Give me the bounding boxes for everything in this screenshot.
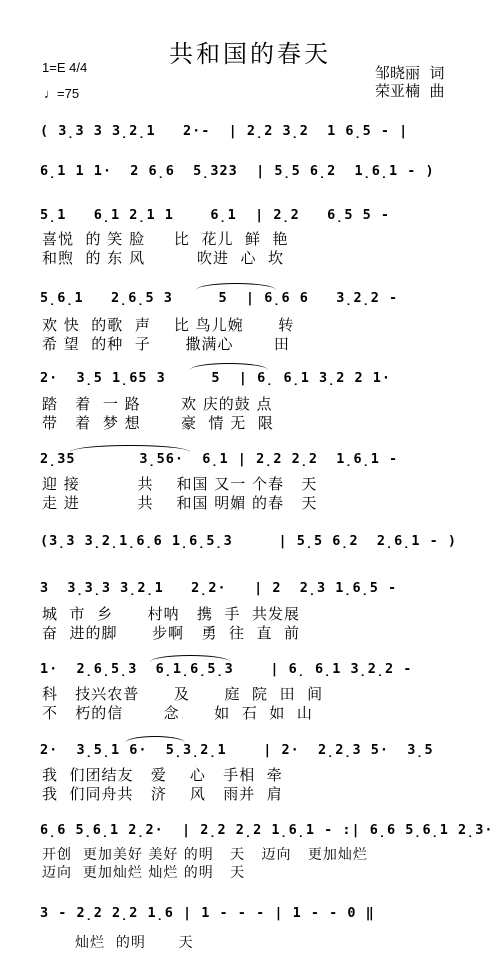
notation-line: 1· 2̣6̣5̣3 6̣1̣6̣5̣3 | 6̣ 6̣1 3̣2̣2 -	[40, 661, 413, 677]
notation-line: (3̣3 3̣2̣1̣6̣6 1̣6̣5̣3 | 5̣5 6̣2 2̣6̣1 - )	[40, 533, 458, 549]
notation-line: 3 - 2̣2 2̣2 1̣6 | 1 - - - | 1 - - 0 ‖	[40, 905, 375, 921]
lyric-line: 迎 接 共 和国 又一 个春 天	[42, 475, 318, 493]
lyric-line: 灿烂 的明 天	[75, 935, 194, 951]
lyric-line: 和煦 的 东 风 吹进 心 坎	[42, 249, 285, 267]
slur-mark	[196, 283, 276, 290]
notation-line: ( 3̣3 3 3̣2̣1 2·- | 2̣2 3̣2 1 6̣5 - |	[40, 123, 409, 139]
lyricist-credit: 邹晓丽 词	[375, 64, 445, 82]
lyric-line: 不 朽的信 念 如 石 如 山	[42, 704, 313, 722]
slur-mark	[150, 655, 230, 662]
notation-line: 5̣6̣1 2̣6̣5 3 5 | 6̣6 6 3̣2̣2 -	[40, 290, 399, 306]
lyric-line: 我 们同舟共 济 风 雨并 肩	[42, 785, 283, 803]
lyric-line: 迈向 更加灿烂 灿烂 的明 天	[42, 865, 246, 881]
tempo-marking: ♩=75	[44, 86, 80, 101]
lyric-line: 欢 快 的歌 声 比 鸟儿婉 转	[42, 316, 295, 334]
notation-line: 2· 3̣5 1̣65 3 5 | 6̣ 6̣1 3̣2 2 1·	[40, 370, 391, 386]
song-title: 共和国的春天	[169, 40, 331, 68]
notation-line: 2· 3̣5̣1 6· 5̣3̣2̣1 | 2· 2̣2̣3 5· 3̣5	[40, 742, 434, 758]
slur-mark	[125, 736, 185, 743]
lyric-line: 科 技兴农普 及 庭 院 田 间	[42, 685, 324, 703]
notation-line: 2̣35 3̣56· 6̣1 | 2̣2 2̣2 1̣6̣1 -	[40, 451, 399, 467]
lyric-line: 奋 进的脚 步啊 勇 往 直 前	[42, 624, 301, 642]
notation-line: 6̣1 1 1· 2 6̣6 5̣323 | 5̣5 6̣2 1̣6̣1 - )	[40, 163, 435, 179]
lyric-line: 走 进 共 和国 明媚 的春 天	[42, 494, 318, 512]
lyric-line: 喜悦 的 笑 脸 比 花儿 鲜 艳	[42, 230, 289, 248]
lyric-line: 开创 更加美好 美好 的明 天 迈向 更加灿烂	[42, 847, 368, 863]
notation-line: 6̣6 5̣6̣1 2̣2· | 2̣2 2̣2 1̣6̣1 - :| 6̣6 5̣6̣1 2̣3·	[40, 822, 494, 838]
key-signature: 1=E 4/4	[42, 60, 88, 75]
slur-mark	[190, 363, 268, 370]
lyric-line: 踏 着 一 路 欢 庆的鼓 点	[42, 395, 273, 413]
lyric-line: 我 们团结友 爱 心 手相 牵	[42, 766, 283, 784]
composer-credit: 荣亚楠 曲	[375, 82, 445, 100]
lyric-line: 带 着 梦 想 豪 情 无 限	[42, 414, 274, 432]
slur-mark	[70, 445, 190, 452]
notation-line: 3 3̣3̣3 3̣2̣1 2̣2· | 2 2̣3 1̣6̣5 -	[40, 580, 398, 596]
lyric-line: 城 市 乡 村呐 携 手 共发展	[42, 605, 301, 623]
lyric-line: 希 望 的种 子 撒满心 田	[42, 335, 290, 353]
notation-line: 5̣1 6̣1 2̣1 1 6̣1 | 2̣2 6̣5 5 -	[40, 207, 390, 223]
